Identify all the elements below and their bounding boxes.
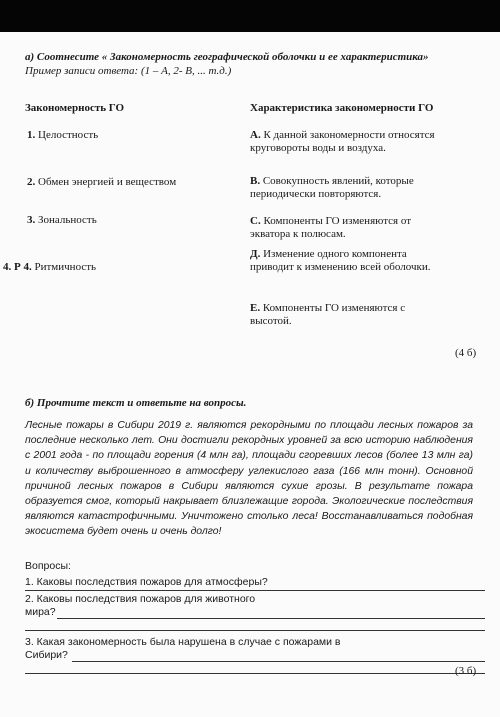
left-item-4: 4. Р 4. Ритмичность — [3, 261, 97, 273]
task-b-title: б) Прочтите текст и ответьте на вопросы. — [25, 397, 247, 409]
task-a-points: (4 б) — [455, 347, 477, 359]
top-black-bar — [0, 0, 500, 32]
right-item-d: Д. Изменение одного компонента приводит к изменению всей оболочки. — [250, 248, 431, 273]
answer-line-3[interactable] — [72, 661, 485, 662]
right-item-b: В. Совокупность явлений, которые периодически повторяются. — [250, 175, 414, 200]
answer-line-1[interactable] — [25, 590, 485, 591]
answer-example: Пример записи ответа: (1 – А, 2- В, ... т.д.) — [25, 65, 232, 77]
reading-passage: Лесные пожары в Сибири 2019 г. являются рекордными по площади лесных пожаров за последние несколько лет. Они достигли рекордных уровней за всю историю наблюдения с 2001 года - по площади горения (4 млн га), площади сгоревших лесов (более 13 млн га) и количеству выброшенного в атмосферу углекислого газа (166 млн тонн). Основной причиной лесных пожаров в Сибири являются сухие грозы. В результате пожара образуется смог, который накрывает близлежащие города. Экологические последствия являются катастрофичными. Уничтожено столько леса! Восстанавливаться подобная экосистема будет очень и очень долго! — [25, 420, 473, 538]
worksheet-page — [0, 32, 500, 717]
question-3: 3. Какая закономерность была нарушена в случае с пожарами в Сибири? — [25, 636, 341, 661]
right-item-c: С. Компоненты ГО изменяются от экватора к полюсам. — [250, 215, 411, 240]
right-item-e: Е. Компоненты ГО изменяются с высотой. — [250, 302, 406, 327]
answer-line-3b[interactable] — [25, 673, 485, 674]
answer-line-2[interactable] — [57, 618, 485, 619]
task-a-title: а) Соотнесите « Закономерность географической оболочки и ее характеристика» Пример записи ответа: (1 – А, 2- В, ... т.д.) — [25, 51, 429, 77]
left-item-3: 3. Зональность — [27, 214, 97, 226]
task-b-points: (3 б) — [455, 665, 477, 677]
questions-label: Вопросы: — [25, 560, 71, 572]
margin-mark: 4. — [3, 261, 12, 273]
right-item-a: А. К данной закономерности относятся круговороты воды и воздуха. — [250, 129, 435, 154]
question-2: 2. Каковы последствия пожаров для животного мира? — [25, 593, 256, 618]
column-header-left: Закономерность ГО — [25, 102, 125, 114]
left-item-2: 2. Обмен энергией и веществом — [27, 176, 177, 188]
column-header-right: Характеристика закономерности ГО — [250, 102, 434, 114]
answer-line-2b[interactable] — [25, 630, 485, 631]
left-item-1: 1. Целостность — [27, 129, 99, 141]
question-1: 1. Каковы последствия пожаров для атмосферы? — [25, 576, 268, 588]
